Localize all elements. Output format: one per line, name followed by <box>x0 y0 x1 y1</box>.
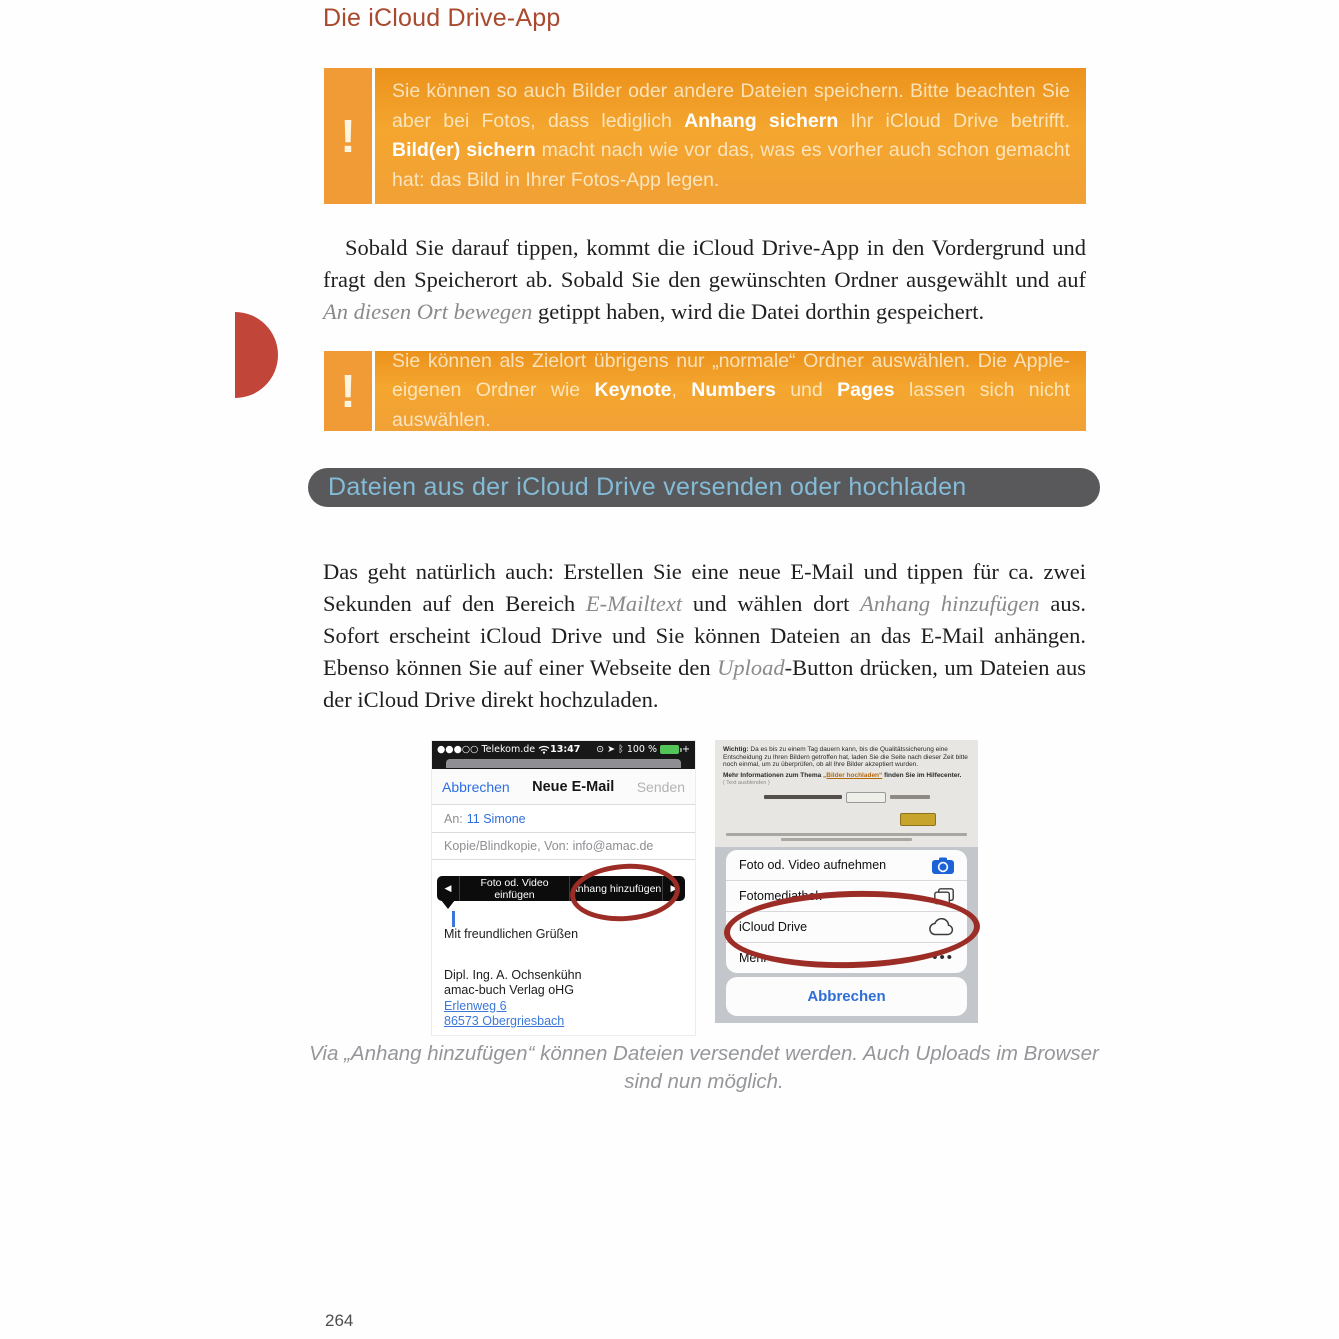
paragraph-run-italic: An diesen Ort bewegen <box>323 299 533 324</box>
exclamation-badge <box>324 68 372 204</box>
signature-name: Dipl. Ing. A. Ochsenkühn <box>444 967 582 982</box>
note-run: macht nach wie vor das, was es vorher auch schon gemacht hat: das Bild in Ihrer Fotos-App legen. <box>392 139 1070 191</box>
note-text <box>375 77 1086 195</box>
note-run-bold: Bild(er) sichern <box>392 139 536 161</box>
menu-forward-arrow-icon[interactable]: ▶ <box>670 883 678 893</box>
exclamation-icon: ! <box>340 365 356 417</box>
callout-pointer <box>441 900 455 909</box>
web-important-text: Da es bis zu einem Tag dauern kann, bis die Qualitätssicherung eine Entscheidung zu Ihren Bildern getroffen hat, laden Sie die Seite nach dieser Zeit bitte noch einmal, um zu überprüfen, ob all Ihre Bilder akzeptiert wurden. <box>723 746 968 768</box>
clock-label: 13:47 <box>550 744 581 755</box>
section-heading-text: Dateien aus der iCloud Drive versenden oder hochladen <box>328 473 967 501</box>
web-upload-help-link[interactable]: „Bilder hochladen“ <box>823 771 883 779</box>
cc-from-label: Kopie/Blindkopie, Von: info@amac.de <box>444 839 654 853</box>
battery-icon <box>660 745 679 754</box>
note-run: Sie können als Zielort übrigens nur „normale“ Ordner auswählen. Die Apple-eigenen Ordner wie <box>392 349 1070 402</box>
mail-body-signature <box>444 927 582 1030</box>
browser-page <box>715 740 978 847</box>
sheet-cancel-button[interactable] <box>726 977 967 1016</box>
note-run: Ihr iCloud Drive betrifft. <box>838 109 1071 132</box>
note-run: , <box>671 379 692 402</box>
web-text: Mehr Informationen zum Thema <box>723 771 824 779</box>
figure-caption: Via „Anhang hinzufügen“ können Dateien versendet werden. Auch Uploads im Browser sind nun möglich. <box>309 1042 1099 1093</box>
sheet-cancel-label: Abbrechen <box>807 988 886 1005</box>
ellipsis-icon: ••• <box>932 949 954 966</box>
paragraph-run-italic: E-Mailtext <box>585 591 683 616</box>
screenshot-mail-compose <box>431 740 696 1036</box>
menu-back-arrow-icon[interactable]: ◀ <box>444 883 452 893</box>
to-value[interactable]: 11 Simone <box>466 811 526 826</box>
mail-title: Neue E-Mail <box>532 778 615 795</box>
note-body <box>375 68 1086 204</box>
battery-percent-label: 100 % <box>626 744 658 755</box>
to-label: An: <box>444 811 463 826</box>
sheet-row-label: Fotomediathek <box>739 889 822 903</box>
body-paragraph-1 <box>323 232 1086 328</box>
note-run-bold: Numbers <box>691 379 776 402</box>
signature-company: amac-buch Verlag oHG <box>444 983 574 997</box>
paragraph-run: Sobald Sie darauf tippen, kommt die iCloud Drive-App in den Vordergrund und fragt den Speicherort ab. Sobald Sie den gewünschten Ordner ausgewählt und auf <box>323 235 1086 292</box>
sheet-row-label: Mehr <box>739 951 768 965</box>
margin-marker-semicircle <box>235 312 278 398</box>
divider <box>432 859 695 860</box>
footer-text-placeholder <box>781 838 912 841</box>
form-label-placeholder <box>764 795 842 799</box>
status-bar <box>432 741 695 769</box>
signature-city-link[interactable]: 86573 Obergriesbach <box>444 1014 565 1028</box>
note-text <box>375 347 1086 436</box>
to-field[interactable] <box>432 805 695 832</box>
text-cursor <box>452 911 455 927</box>
sheet-row-take-photo[interactable] <box>726 850 967 881</box>
web-upload-form <box>723 792 970 803</box>
choose-file-button[interactable] <box>846 792 886 803</box>
note-box-1 <box>324 68 1086 204</box>
signature-street-link[interactable]: Erlenweg 6 <box>444 998 507 1013</box>
highlight-circle-attachment <box>568 860 682 925</box>
web-important-paragraph <box>723 746 970 769</box>
mail-nav-bar <box>432 769 695 804</box>
note-run: und <box>775 379 838 402</box>
note-box-2 <box>324 351 1086 431</box>
upload-submit-button[interactable] <box>900 813 936 826</box>
note-run-bold: Anhang sichern <box>684 109 839 132</box>
menu-item-add-attachment[interactable]: Anhang hinzufügen <box>570 882 662 895</box>
body-paragraph-2 <box>323 556 1086 716</box>
signature-greeting: Mit freundlichen Grüßen <box>444 927 579 941</box>
signal-strength-icon: ●●●○○ <box>437 744 479 755</box>
charging-icon: + <box>682 744 690 755</box>
note-run: Sie können so auch Bilder oder andere Dateien speichern. Bitte beachten Sie aber bei Fotos, dass lediglich <box>392 80 1070 132</box>
web-important-label: Wichtig: <box>723 746 749 753</box>
wifi-icon <box>538 745 550 754</box>
footer-text-placeholder <box>726 833 967 836</box>
web-more-info-line <box>723 772 970 780</box>
status-side-icons: ⊙ ➤ ᛒ <box>596 744 624 755</box>
note-body <box>375 351 1086 431</box>
paragraph-run: -Button drücken, um Dateien aus der iCloud Drive direkt hochzuladen. <box>323 655 1086 712</box>
paragraph-run: getippt haben, wird die Datei dorthin gespeichert. <box>532 299 985 324</box>
web-hide-text-link[interactable]: ( Text ausblenden ) <box>723 780 770 786</box>
camera-icon <box>932 857 954 874</box>
paragraph-run: Das geht natürlich auch: Erstellen Sie eine neue E-Mail und tippen für ca. zwei Sekunden auf den Bereich <box>323 559 1086 616</box>
section-heading-bar <box>308 468 1100 507</box>
page-title: Die iCloud Drive-App <box>323 4 561 32</box>
sheet-row-label: iCloud Drive <box>739 920 808 934</box>
exclamation-badge <box>324 351 372 431</box>
note-run-bold: Keynote <box>594 379 672 402</box>
cancel-button[interactable]: Abbrechen <box>442 778 510 795</box>
menu-item-insert-photo[interactable]: Foto od. Video einfügen <box>480 876 549 901</box>
web-text: finden Sie im Hilfecenter. <box>882 771 962 779</box>
screenshot-share-sheet <box>715 740 978 1023</box>
exclamation-icon: ! <box>340 110 356 162</box>
carrier-label: Telekom.de <box>481 744 536 755</box>
sheet-row-label: Foto od. Video aufnehmen <box>739 858 887 872</box>
sheet-card-edge <box>446 759 681 768</box>
note-run: lassen sich nicht auswählen. <box>392 379 1070 431</box>
page-number: 264 <box>325 1311 354 1330</box>
cc-from-field[interactable] <box>432 833 695 859</box>
form-note-placeholder <box>890 795 930 799</box>
paragraph-run-italic: Anhang hinzufügen <box>860 591 1040 616</box>
paragraph-run-italic: Upload <box>717 655 785 680</box>
web-footer <box>721 831 972 843</box>
paragraph-run: aus. Sofort erscheint iCloud Drive und Sie können Dateien an das E-Mail anhängen. Ebenso können Sie auf einer Webseite den <box>323 591 1086 680</box>
note-run-bold: Pages <box>837 379 895 402</box>
send-button[interactable]: Senden <box>636 778 685 795</box>
paragraph-run: und wählen dort <box>682 591 861 616</box>
